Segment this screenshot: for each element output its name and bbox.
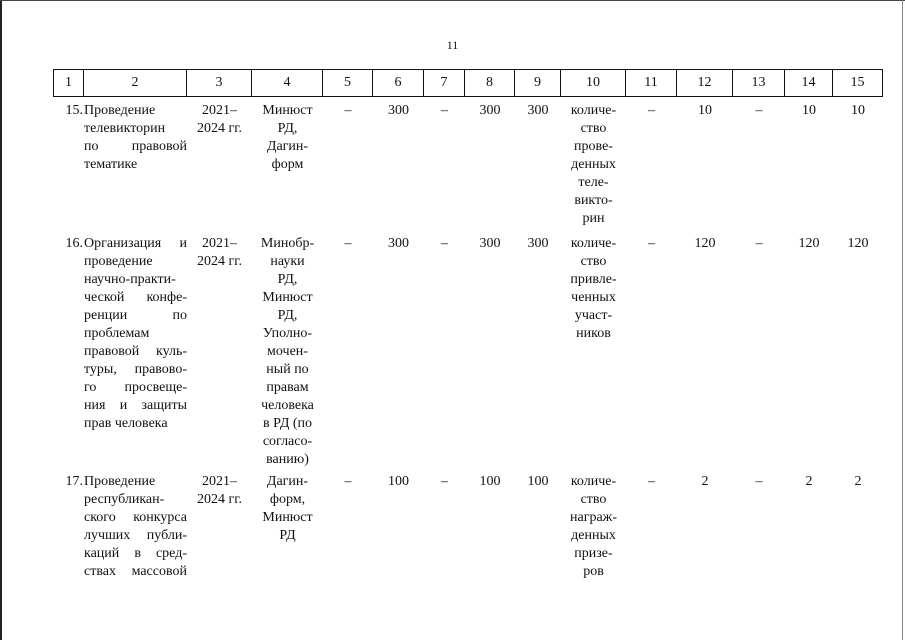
col12-value: 2 <box>701 474 709 489</box>
header-cell: 1 <box>54 70 84 97</box>
executors: Минюст РД, Дагин- форм <box>262 103 313 172</box>
header-cell: 6 <box>373 70 424 97</box>
period: 2021– 2024 гг. <box>197 236 242 269</box>
measure-name: Проведение телевикторин по правовой тематике <box>84 103 187 172</box>
col13-value: – <box>755 103 763 118</box>
measure-name: Проведение республикан- ского конкурса лучших публи- каций в сред- ствах массовой <box>84 474 187 579</box>
header-cell: 9 <box>515 70 561 97</box>
executors: Дагин- форм, Минюст РД <box>262 474 313 543</box>
col7-value: – <box>441 236 448 251</box>
col15-value: 120 <box>847 236 869 251</box>
col14-value: 120 <box>798 236 820 251</box>
header-cell: 4 <box>252 70 323 97</box>
col6-value: 300 <box>388 103 409 118</box>
col5-value: – <box>344 236 352 251</box>
header-cell: 8 <box>465 70 515 97</box>
col7-value: – <box>441 103 448 118</box>
col8-value: 300 <box>479 103 501 118</box>
col15-value: 2 <box>854 474 862 489</box>
col5-value: – <box>344 103 352 118</box>
col9-value: 300 <box>527 236 549 251</box>
header-cell: 3 <box>187 70 252 97</box>
scan-top-edge <box>0 0 905 1</box>
column-header-row <box>53 69 883 97</box>
header-cell: 5 <box>323 70 373 97</box>
col15-value: 10 <box>851 103 865 118</box>
col11-value: – <box>648 236 655 251</box>
row-number: 16. <box>65 236 83 251</box>
scan-left-edge <box>0 0 2 640</box>
row-number: 15. <box>65 103 83 118</box>
period: 2021– 2024 гг. <box>197 474 242 507</box>
measure-name: Организация и проведение научно-практи- ческой конфе- ренции по проблемам правовой куль- туры, правово- го просвеще- ния и защиты прав человека <box>84 236 187 431</box>
col13-value: – <box>755 474 763 489</box>
header-cell: 11 <box>626 70 677 97</box>
indicator: количе- ство прове- денных теле- викто- рин <box>570 103 617 226</box>
header-cell: 2 <box>84 70 187 97</box>
header-cell: 10 <box>561 70 626 97</box>
indicator: количе- ство награж- денных призе- ров <box>570 474 617 579</box>
col9-value: 100 <box>527 474 549 489</box>
header-cell: 15 <box>833 70 883 97</box>
col6-value: 300 <box>388 236 409 251</box>
header-cell: 13 <box>733 70 785 97</box>
col14-value: 2 <box>805 474 813 489</box>
indicator: количе- ство привле- ченных участ- ников <box>570 236 617 341</box>
header-cell: 14 <box>785 70 833 97</box>
col5-value: – <box>344 474 352 489</box>
col8-value: 100 <box>479 474 501 489</box>
executors: Минобр- науки РД, Минюст РД, Уполно- мочен- ный по правам человека в РД (по согласо- ванию) <box>260 236 315 467</box>
col11-value: – <box>648 103 655 118</box>
scan-right-edge <box>902 0 903 640</box>
header-cell: 12 <box>677 70 733 97</box>
page-number: 11 <box>446 38 459 52</box>
period: 2021– 2024 гг. <box>197 103 242 136</box>
col11-value: – <box>648 474 655 489</box>
col8-value: 300 <box>479 236 501 251</box>
header-cell: 7 <box>424 70 465 97</box>
col14-value: 10 <box>802 103 816 118</box>
col7-value: – <box>441 474 448 489</box>
col12-value: 10 <box>698 103 712 118</box>
col13-value: – <box>755 236 763 251</box>
col12-value: 120 <box>694 236 716 251</box>
col9-value: 300 <box>527 103 549 118</box>
row-number: 17. <box>65 474 83 489</box>
col6-value: 100 <box>388 474 409 489</box>
